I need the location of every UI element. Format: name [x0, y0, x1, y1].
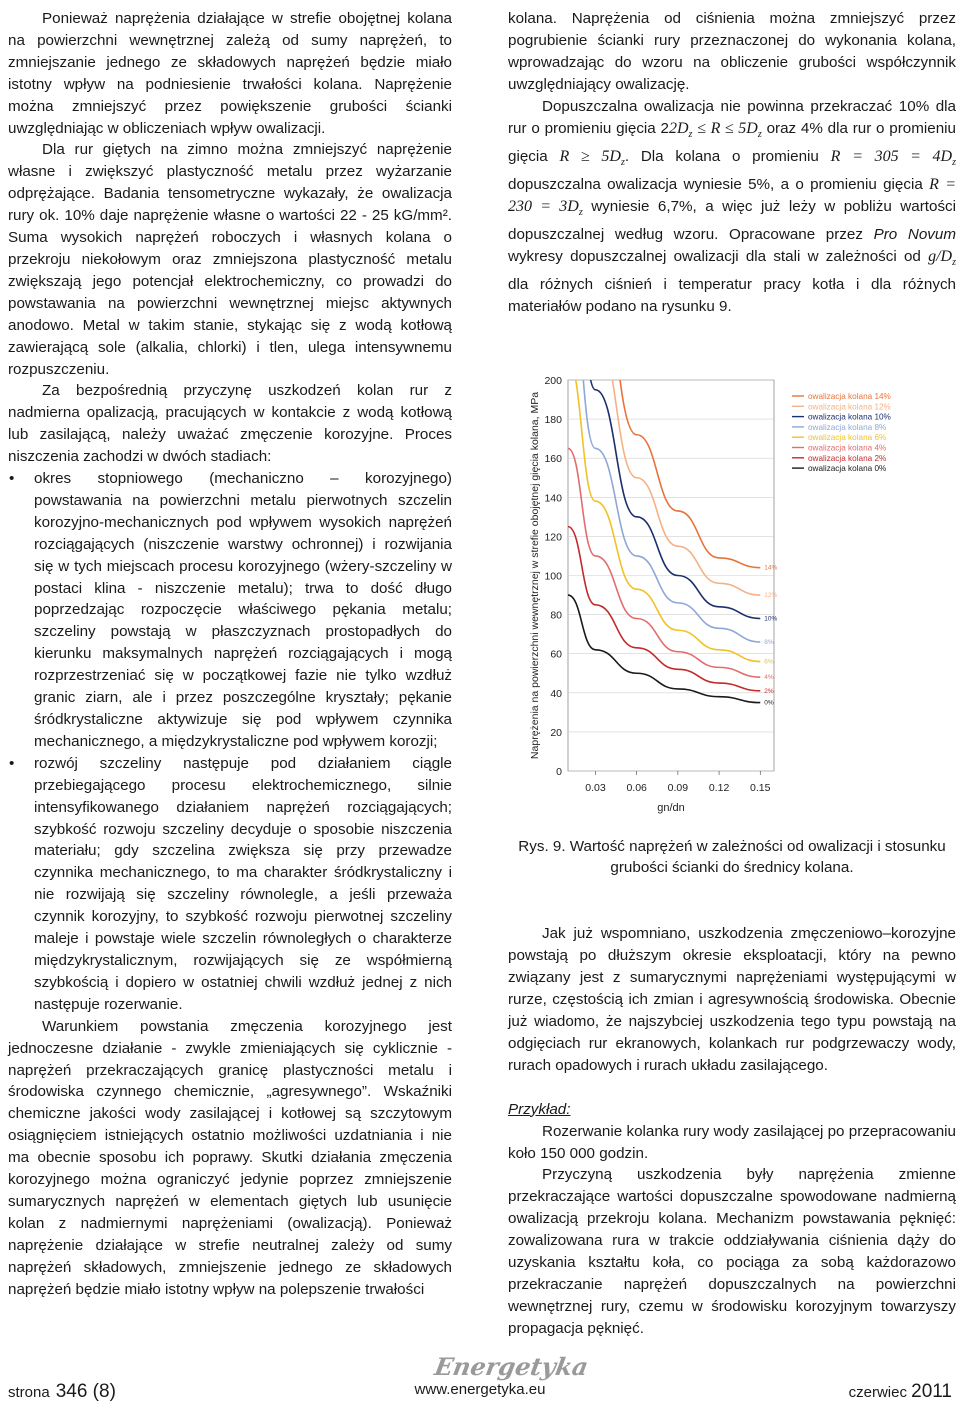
- figure-caption: Rys. 9. Wartość naprężeń w zależności od owalizacji i stosunku grubości ścianki do średnicy kolana.: [518, 837, 946, 877]
- legend-label: owalizacja kolana 8%: [808, 422, 887, 432]
- series-end-label: 6%: [764, 658, 774, 666]
- chart-svg: [508, 358, 956, 836]
- y-tick-label: 160: [544, 452, 562, 465]
- x-tick-label: 0.06: [626, 781, 647, 794]
- legend-label: owalizacja kolana 10%: [808, 412, 891, 422]
- math-equation: = $305 = 4D_z$: [852, 147, 956, 168]
- list-item: [9, 753, 452, 1016]
- bullet-icon: •: [9, 754, 15, 772]
- legend-label: owalizacja kolana 0%: [808, 463, 887, 473]
- paragraph: Rozerwanie kolanka rury wody zasilającej po przepracowaniu koło 150 000 godzin.: [508, 1122, 956, 1162]
- legend-label: owalizacja kolana 14%: [808, 391, 891, 401]
- paragraph: Ponieważ naprężenia działające w strefie obojętnej kolana na powierzchni wewnętrznej zależą od sumy naprężeń, to zmniejszanie jednego ze składowych naprężeń będzie miało istotny wpływ na podniesienie trwałości kolana. Naprężenie można zmniejszyć przez powiększenie grubości ścianki uwzględniając w obliczeniach wpływ owalizacji.: [8, 10, 452, 137]
- y-tick-label: 140: [544, 491, 562, 504]
- series-end-label: 14%: [764, 564, 778, 572]
- left-column: [8, 8, 452, 1300]
- footer-url[interactable]: www.energetyka.eu: [414, 1381, 546, 1398]
- bullet-icon: •: [9, 470, 15, 488]
- series-end-label: 0%: [764, 699, 774, 707]
- list-item-text: okres stopniowego (mechaniczno – korozyjnego) powstawania na powierzchni metalu pierwotnych szczelin korozyjno-mechanicznych pod wpływem wysokich naprężeń rozciągających (niszczenie warstwy ochronnej) i rozwijania się w tych miejscach procesu korozyjnego (wżery-szczeliny w postaci klina - niszczenie metalu); trwa to dość długo poprzedzając rozpoczęcie właściwego pękania metalu; szczeliny powstają w płaszczyznach prostopadłych do kierunku maksymalnych naprężeń rozciągających i mogą rozprzestrzeniać się w początkowej fazie nie tylko wzdłuż granic ziarn, ale i przez poszczególne kryształy; pękanie śródkrystaliczne aktywizuje się pod wpływem czynnika mechanicznego, a międzykrystaliczne pod wpływem korozji;: [34, 470, 452, 750]
- y-tick-label: 20: [550, 726, 562, 739]
- paragraph: Jak już wspomniano, uszkodzenia zmęczeniowo–korozyjne powstają po dłuższym okresie eksploatacji, który na pewno związany jest z sumarycznymi naprężeniami występującymi w rurze, częstością ich zmian i agresywnością środowiska. Obecnie już wiadomo, że najszybciej uszkodzenia tego typu powstają na odgięciach rur ekranowych, kolankach rur podgrzewaczy wody, rurach opadowych i rurach układu zasilającego.: [508, 925, 956, 1074]
- x-tick-label: 0.12: [708, 781, 730, 794]
- math-r: R: [559, 147, 570, 165]
- math-inequality: ≥ $5D_z$: [581, 147, 625, 168]
- math-inequality: ≤ $R \le 5D_z$: [697, 119, 762, 140]
- x-tick-label: 0.09: [667, 781, 689, 794]
- emphasis: Pro Novum: [873, 225, 956, 243]
- x-tick-label: 0.03: [585, 781, 606, 794]
- paragraph: kolana. Naprężenia od ciśnienia można zmniejszyć przez pogrubienie ścianki rury przeznaczonej do wykonania kolana, wprowadzając do wzoru na obliczenie grubości współczynnik uwzględniający owalizację.: [508, 10, 956, 93]
- math-2dz: $2D_z$: [668, 119, 693, 140]
- energetyka-logo: Energetyka: [432, 1352, 591, 1381]
- list-item-text: rozwój szczeliny następuje pod działaniem ciągle przebiegającego procesu elektrochemicznego, silnie intensyfikowanego działaniem naprężeń rozciągających; szybkość rozwoju szczeliny decyduje o sposobie niszczenia materiału; gdy szczelina zwiększa się przy przewadze czynnika mechanicznego, to ma charakter śródkrystaliczny i nie rozwijają się szczeliny równolegle, a jeśli przeważa czynnik korozyjny, to szybkość rozwoju pierwotnej szczeliny maleje i powstaje wiele szczelin równoległych o charakterze międzykrystalicznym, rozwijających się ze współmierną szybkością i dopiero w ostatniej chwili wzdłuż jednej z nich następuje rozerwanie.: [34, 754, 452, 1013]
- figure-9-chart: [508, 358, 956, 836]
- math-gd: $g/D_z$: [928, 247, 956, 268]
- bullet-list: [8, 468, 452, 1016]
- legend-label: owalizacja kolana 6%: [808, 432, 887, 442]
- y-tick-label: 0: [556, 765, 562, 778]
- series-end-label: 12%: [764, 591, 778, 599]
- y-tick-label: 80: [550, 609, 562, 622]
- legend-label: owalizacja kolana 2%: [808, 453, 887, 463]
- paragraph: Przyczyną uszkodzenia były naprężenia zmienne przekraczające wartości dopuszczalne spowodowane nadmierną owalizacją przekroju kolana. Mechanizm powstawania pęknięć: zowalizowana rura w trakcie oddziaływania ciśnienia dąży do uzyskania kształtu koła, co pociąga za sobą każdorazowo przekraczanie naprężeń dopuszczalnych na powierzchni wewnętrznej rury, czemu w środowisku korozyjnym towarzyszy propagacja pęknięć.: [508, 1166, 956, 1337]
- y-tick-label: 100: [544, 570, 562, 583]
- example-label: Przykład:: [508, 1100, 571, 1118]
- right-column: [508, 8, 956, 1340]
- legend-label: owalizacja kolana 12%: [808, 401, 891, 411]
- x-tick-label: 0.15: [750, 781, 771, 794]
- x-axis-label: gn/dn: [657, 801, 685, 814]
- math-r: R: [929, 175, 939, 193]
- y-tick-label: 40: [550, 687, 562, 700]
- series-end-label: 8%: [764, 638, 774, 646]
- page-number: strona 346 (8): [8, 1381, 116, 1402]
- series-end-label: 4%: [764, 673, 774, 681]
- math-equation: = $230 = 3D_z$: [508, 175, 956, 218]
- paragraph: Warunkiem powstania zmęczenia korozyjnego jest jednoczesne działanie - zwykle zmieniających się cyklicznie - naprężeń przekraczających granicę plastyczności metalu i środowiska czynnego chemicznie, „agresywnego”. Wskaźniki chemiczne jakości wody zasilającej i kotłowej są szczytowym osiągnięciem istniejących ostatnio możliwości uzdatniania i nie ma obecnie sposobu ich poprawy. Skutki działania zmęczenia korozyjnego można ograniczyć jedynie poprzez zmniejszenie sumarycznych naprężeń w elementach giętych lub usunięcie kolan z nadmiernymi naprężeniami (owalizacją). Ponieważ naprężenie działające w strefie neutralnej zależy od sumy naprężeń składowych, zmniejszenie jednego ze składowych naprężeń będzie miało istotny wpływ na polepszenie trwałości: [8, 1017, 452, 1298]
- paragraph: Za bezpośrednią przyczynę uszkodzeń kolan rur z nadmierna opalizacją, pracujących w kontakcie z wodą kotłową lub zasilającą, należy uważać zmęczenie korozyjne. Proces niszczenia zachodzi w dwóch stadiach:: [8, 382, 452, 466]
- y-tick-label: 200: [544, 374, 562, 387]
- paragraph: Dla rur giętych na zimno można zmniejszyć naprężenie własne i zwiększyć plastyczność metalu przez wyżarzanie odprężające. Badania tensometryczne wykazały, że owalizacja rury ok. 10% daje naprężenie własne o wartości 22 - 25 kG/mm². Suma wysokich naprężeń roboczych i własnych kolana o przekroju niekołowym oraz zmniejszona plastyczność metalu zwiększają jego potencjał elektrochemiczny, co prowadzi do powstawania na powierzchni wewnętrznej miejsc aktywnych anodowo. Metal w takim stanie, stykając się z wodą kotłową zawierającą sole (alkalia, chlorki) i tlen, ulega intensywnemu rozpuszczeniu.: [8, 141, 452, 378]
- series-end-label: 2%: [764, 687, 774, 695]
- list-item: [9, 468, 452, 753]
- y-axis-label: Naprężenia na powierzchni wewnętrznej w strefie obojętnej gięcia kolana, MPa: [529, 391, 541, 759]
- y-tick-label: 120: [544, 530, 562, 543]
- math-r: R: [830, 147, 841, 165]
- y-tick-label: 180: [544, 413, 562, 426]
- series-end-label: 10%: [764, 615, 778, 623]
- issue-date: czerwiec 2011: [848, 1381, 952, 1402]
- paragraph: Dopuszczalna owalizacja nie powinna przekraczać 10% dla rur o promieniu gięcia $22D_z \le R \le 5D_z$ oraz 4% dla rur o promieniu gięcia $R \ge 5D_z$. Dla kolana o promieniu $R = 305 = 4D_z$ dopuszczalna owalizacja wyniesie 5%, a o promieniu gięcia $R = 230 = 3D_z$ wyniesie 6,7%, a więc już leży w pobliżu wartości dopuszczalnej według wzoru. Opracowane przez Pro Novum wykresy dopuszczalnej owalizacji dla stali w zależności od $g/D_z$ dla różnych ciśnień i temperatur pracy kotła i dla różnych materiałów podano na rysunku 9.: [508, 97, 957, 315]
- y-tick-label: 60: [550, 648, 562, 661]
- legend-label: owalizacja kolana 4%: [808, 443, 887, 453]
